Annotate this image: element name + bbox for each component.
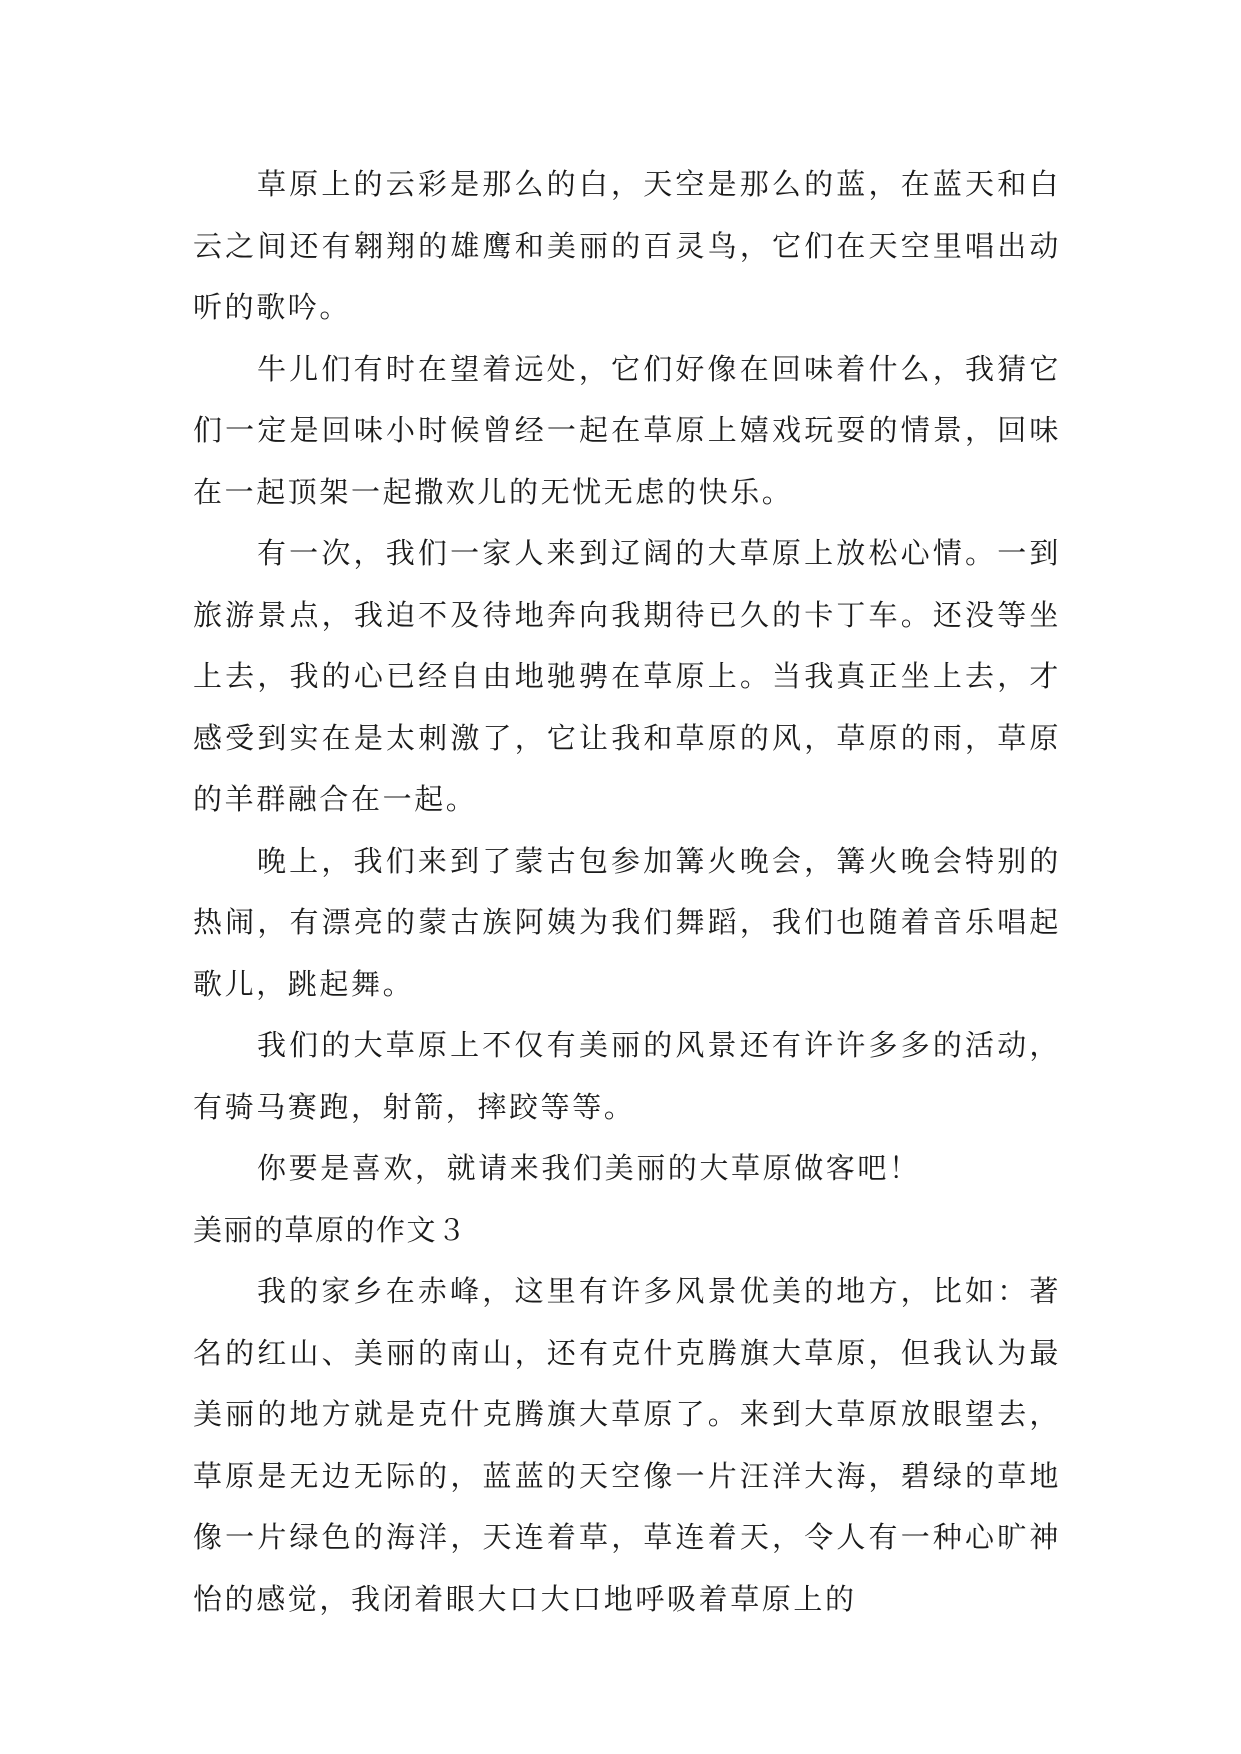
paragraph-activities: 我们的大草原上不仅有美丽的风景还有许许多多的活动，有骑马赛跑，射箭，摔跤等等。 xyxy=(193,1028,1061,1124)
paragraph-cattle: 牛儿们有时在望着远处，它们好像在回味着什么，我猜它们一定是回味小时候曾经一起在草原上嬉戏玩耍的情景，回味在一起顶架一起撒欢儿的无忧无虑的快乐。 xyxy=(193,351,1061,509)
paragraph-kart: 有一次，我们一家人来到辽阔的大草原上放松心情。一到旅游景点，我迫不及待地奔向我期待已久的卡丁车。还没等坐上去，我的心已经自由地驰骋在草原上。当我真正坐上去，才感受到实在是太刺激了，它让我和草原的风，草原的雨，草原的羊群融合在一起。 xyxy=(193,536,1061,816)
document-body xyxy=(193,154,1061,1630)
paragraph-hometown: 我的家乡在赤峰，这里有许多风景优美的地方，比如：著名的红山、美丽的南山，还有克什克腾旗大草原，但我认为最美丽的地方就是克什克腾旗大草原了。来到大草原放眼望去，草原是无边无际的，蓝蓝的天空像一片汪洋大海，碧绿的草地像一片绿色的海洋，天连着草，草连着天，令人有一种心旷神怡的感觉，我闭着眼大口大口地呼吸着草原上的 xyxy=(193,1274,1061,1616)
paragraph-invitation: 你要是喜欢，就请来我们美丽的大草原做客吧！ xyxy=(257,1151,921,1185)
paragraph-clouds: 草原上的云彩是那么的白，天空是那么的蓝，在蓝天和白云之间还有翱翔的雄鹰和美丽的百灵鸟，它们在天空里唱出动听的歌吟。 xyxy=(193,167,1061,324)
paragraph-bonfire: 晚上，我们来到了蒙古包参加篝火晚会，篝火晚会特别的热闹，有漂亮的蒙古族阿姨为我们舞蹈，我们也随着音乐唱起歌儿，跳起舞。 xyxy=(193,843,1061,1001)
essay-heading: 美丽的草原的作文３ xyxy=(193,1212,468,1247)
